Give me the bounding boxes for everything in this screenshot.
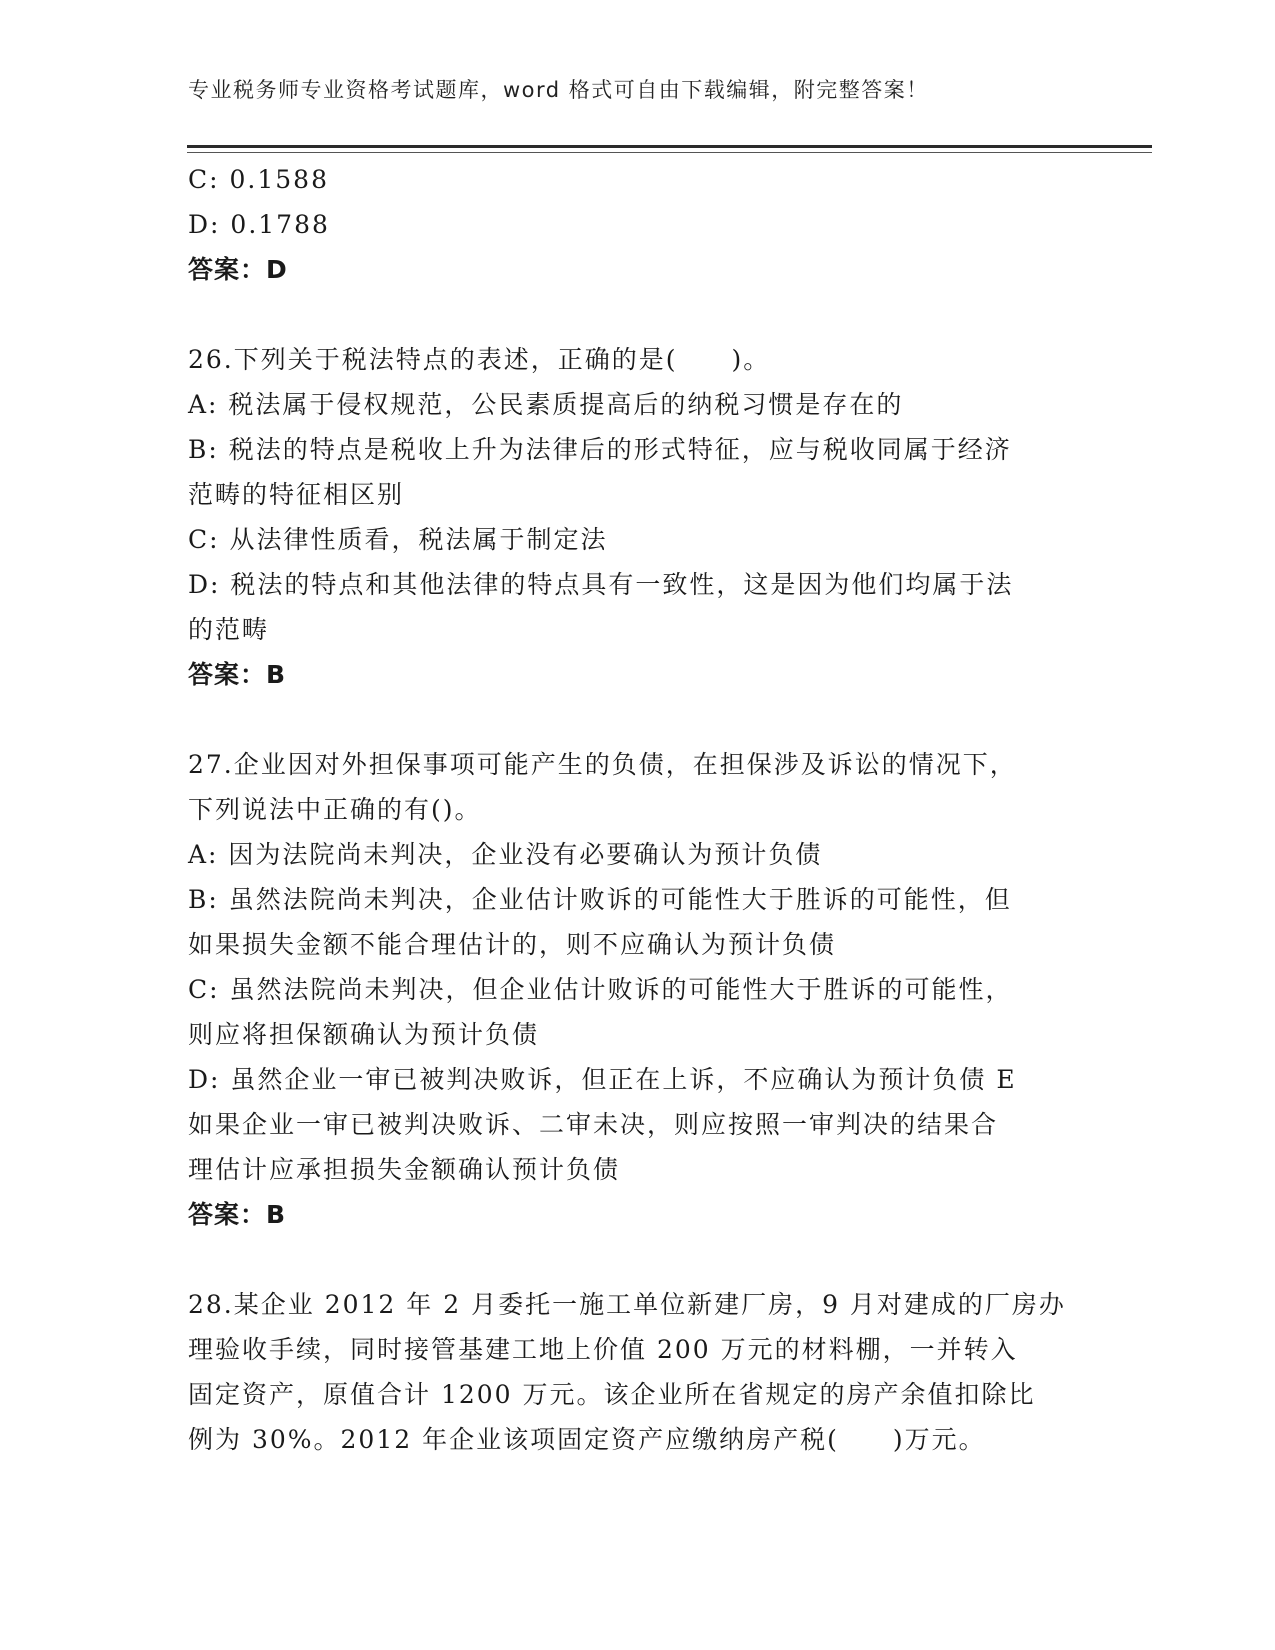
option-b: B: 税法的特点是税收上升为法律后的形式特征，应与税收同属于经济: [188, 435, 1012, 464]
question-stem: 28.某企业 2012 年 2 月委托一施工单位新建厂房，9 月对建成的厂房办: [188, 1290, 1066, 1319]
question-stem-cont-2: 固定资产，原值合计 1200 万元。该企业所在省规定的房产余值扣除比: [188, 1380, 1036, 1409]
option-d: D: 税法的特点和其他法律的特点具有一致性，这是因为他们均属于法: [188, 570, 1014, 599]
option-a: A: 税法属于侵权规范，公民素质提高后的纳税习惯是存在的: [188, 390, 904, 419]
question-content: [188, 157, 1088, 1462]
question-28: [188, 1282, 1088, 1462]
option-b-cont: 范畴的特征相区别: [188, 480, 405, 509]
option-b: B: 虽然法院尚未判决，企业估计败诉的可能性大于胜诉的可能性，但: [188, 885, 1012, 914]
page-header: 专业税务师专业资格考试题库，word 格式可自由下载编辑，附完整答案！: [188, 78, 929, 102]
question-stem-cont-3: 例为 30%。2012 年企业该项固定资产应缴纳房产税( )万元。: [188, 1425, 986, 1454]
answer: 答案：D: [188, 255, 288, 284]
question-26: [188, 337, 1088, 697]
header-divider: [187, 145, 1152, 148]
option-b-cont: 如果损失金额不能合理估计的，则不应确认为预计负债: [188, 930, 837, 959]
option-c: C: 从法律性质看，税法属于制定法: [188, 525, 608, 554]
option-c: C: 0.1588: [188, 165, 329, 194]
question-stem-cont: 理验收手续，同时接管基建工地上价值 200 万元的材料棚，一并转入: [188, 1335, 1018, 1364]
header-divider-thin: [187, 152, 1152, 153]
question-25-tail: [188, 157, 1088, 292]
option-d: D: 0.1788: [188, 210, 330, 239]
question-27: [188, 742, 1088, 1237]
option-d-cont: 的范畴: [188, 615, 270, 644]
answer: 答案：B: [188, 1200, 287, 1229]
answer: 答案：B: [188, 660, 287, 689]
option-d-cont-2: 理估计应承担损失金额确认预计负债: [188, 1155, 621, 1184]
question-stem: 26.下列关于税法特点的表述，正确的是( )。: [188, 345, 771, 374]
question-stem: 27.企业因对外担保事项可能产生的负债，在担保涉及诉讼的情况下，: [188, 750, 1017, 779]
option-c-cont: 则应将担保额确认为预计负债: [188, 1020, 540, 1049]
option-d: D: 虽然企业一审已被判决败诉，但正在上诉，不应确认为预计负债 E: [188, 1065, 1017, 1094]
option-d-cont: 如果企业一审已被判决败诉、二审未决，则应按照一审判决的结果合: [188, 1110, 999, 1139]
question-stem-cont: 下列说法中正确的有()。: [188, 795, 482, 824]
option-c: C: 虽然法院尚未判决，但企业估计败诉的可能性大于胜诉的可能性，: [188, 975, 1013, 1004]
option-a: A: 因为法院尚未判决，企业没有必要确认为预计负债: [188, 840, 823, 869]
